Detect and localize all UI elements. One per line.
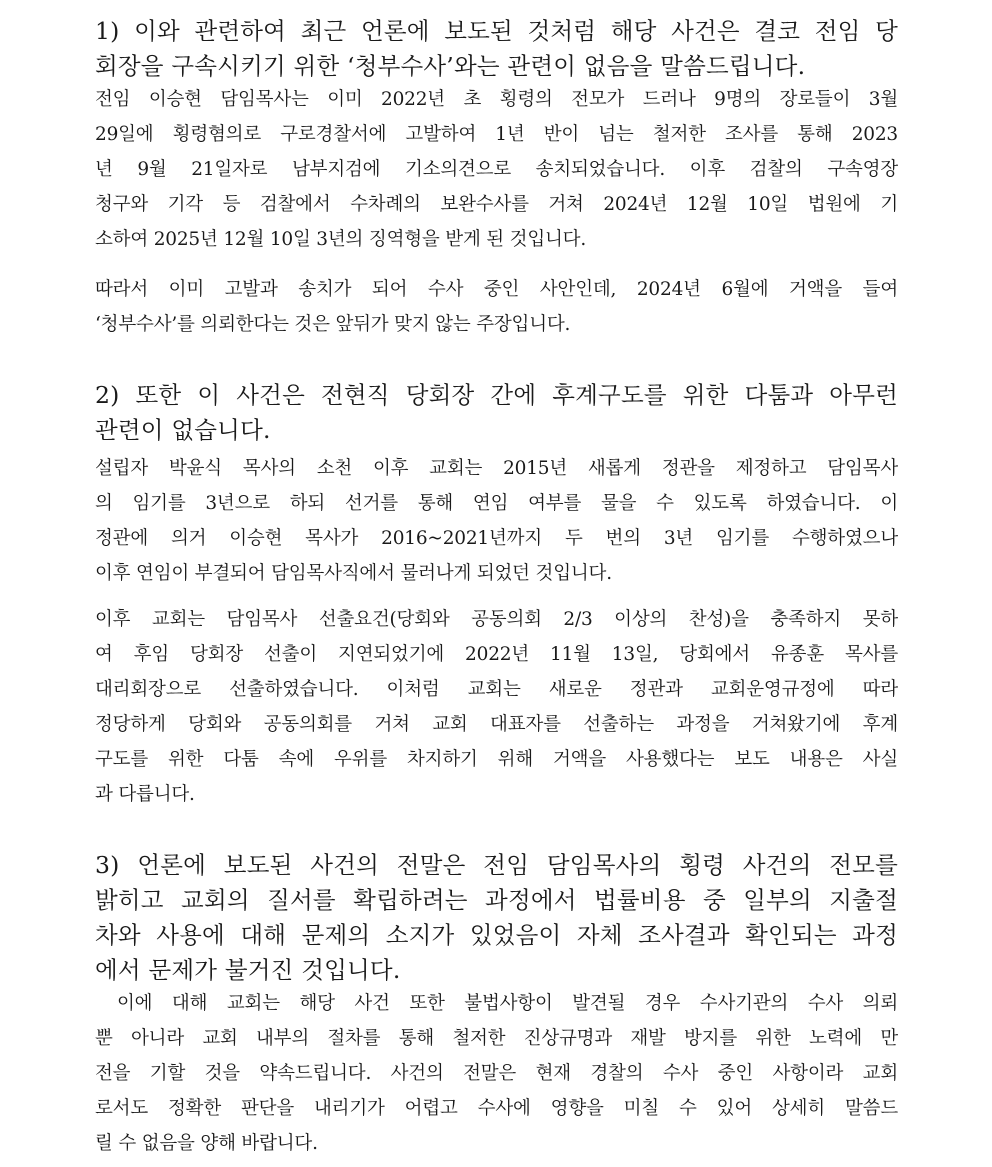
body-line: 전을 기할 것을 약속드립니다. 사건의 전말은 현재 경찰의 수사 중인 사항이라 교회 <box>95 1063 898 1084</box>
body-line: 이후 연임이 부결되어 담임목사직에서 물러나게 되었던 것입니다. <box>95 563 612 584</box>
heading-line: 에서 문제가 불거진 것입니다. <box>95 956 401 984</box>
body-line: 이후 교회는 담임목사 선출요건(당회와 공동의회 2/3 이상의 찬성)을 충족하지 못하 <box>95 609 898 630</box>
body-line: 뿐 아니라 교회 내부의 절차를 통해 철저한 진상규명과 재발 방지를 위한 노력에 만 <box>95 1028 898 1049</box>
body-line: 로서도 정확한 판단을 내리기가 어렵고 수사에 영향을 미칠 수 있어 상세히 말씀드 <box>95 1098 898 1119</box>
body-line: ‘청부수사’를 의뢰한다는 것은 앞뒤가 맞지 않는 주장입니다. <box>95 314 571 335</box>
body-line: 년 9월 21일자로 남부지검에 기소의견으로 송치되었습니다. 이후 검찰의 구속영장 <box>95 159 898 180</box>
body-line: 릴 수 없음을 양해 바랍니다. <box>95 1133 318 1154</box>
heading-line: 1) 이와 관련하여 최근 언론에 보도된 것처럼 해당 사건은 결코 전임 당 <box>95 17 898 45</box>
body-line: 이에 대해 교회는 해당 사건 또한 불법사항이 발견될 경우 수사기관의 수사 의뢰 <box>117 993 898 1014</box>
heading-line: 관련이 없습니다. <box>95 416 271 444</box>
body-line: 청구와 기각 등 검찰에서 수차례의 보완수사를 거쳐 2024년 12월 10일 법원에 기 <box>95 194 898 215</box>
heading-line: 차와 사용에 대해 문제의 소지가 있었음이 자체 조사결과 확인되는 과정 <box>95 921 898 949</box>
body-line: 정관에 의거 이승현 목사가 2016~2021년까지 두 번의 3년 임기를 수행하였으나 <box>95 528 898 549</box>
body-line: 과 다릅니다. <box>95 784 195 805</box>
body-line: 29일에 횡령혐의로 구로경찰서에 고발하여 1년 반이 넘는 철저한 조사를 통해 2023 <box>95 124 898 145</box>
body-line: 전임 이승현 담임목사는 이미 2022년 초 횡령의 전모가 드러나 9명의 장로들이 3월 <box>95 89 898 110</box>
body-line: 따라서 이미 고발과 송치가 되어 수사 중인 사안인데, 2024년 6월에 거액을 들여 <box>95 279 898 300</box>
body-line: 설립자 박윤식 목사의 소천 이후 교회는 2015년 새롭게 정관을 제정하고 담임목사 <box>95 458 898 479</box>
body-line: 정당하게 당회와 공동의회를 거쳐 교회 대표자를 선출하는 과정을 거쳐왔기에 후계 <box>95 714 898 735</box>
body-line: 구도를 위한 다툼 속에 우위를 차지하기 위해 거액을 사용했다는 보도 내용은 사실 <box>95 749 898 770</box>
heading-line: 밝히고 교회의 질서를 확립하려는 과정에서 법률비용 중 일부의 지출절 <box>95 886 898 914</box>
body-line: 대리회장으로 선출하였습니다. 이처럼 교회는 새로운 정관과 교회운영규정에 따라 <box>95 679 898 700</box>
heading-line: 회장을 구속시키기 위한 ‘청부수사’와는 관련이 없음을 말씀드립니다. <box>95 52 806 80</box>
heading-line: 3) 언론에 보도된 사건의 전말은 전임 담임목사의 횡령 사건의 전모를 <box>95 851 898 879</box>
body-line: 소하여 2025년 12월 10일 3년의 징역형을 받게 된 것입니다. <box>95 229 587 250</box>
heading-line: 2) 또한 이 사건은 전현직 당회장 간에 후계구도를 위한 다툼과 아무런 <box>95 381 898 409</box>
body-line: 의 임기를 3년으로 하되 선거를 통해 연임 여부를 물을 수 있도록 하였습니다. 이 <box>95 493 898 514</box>
body-line: 여 후임 당회장 선출이 지연되었기에 2022년 11월 13일, 당회에서 유종훈 목사를 <box>95 644 898 665</box>
